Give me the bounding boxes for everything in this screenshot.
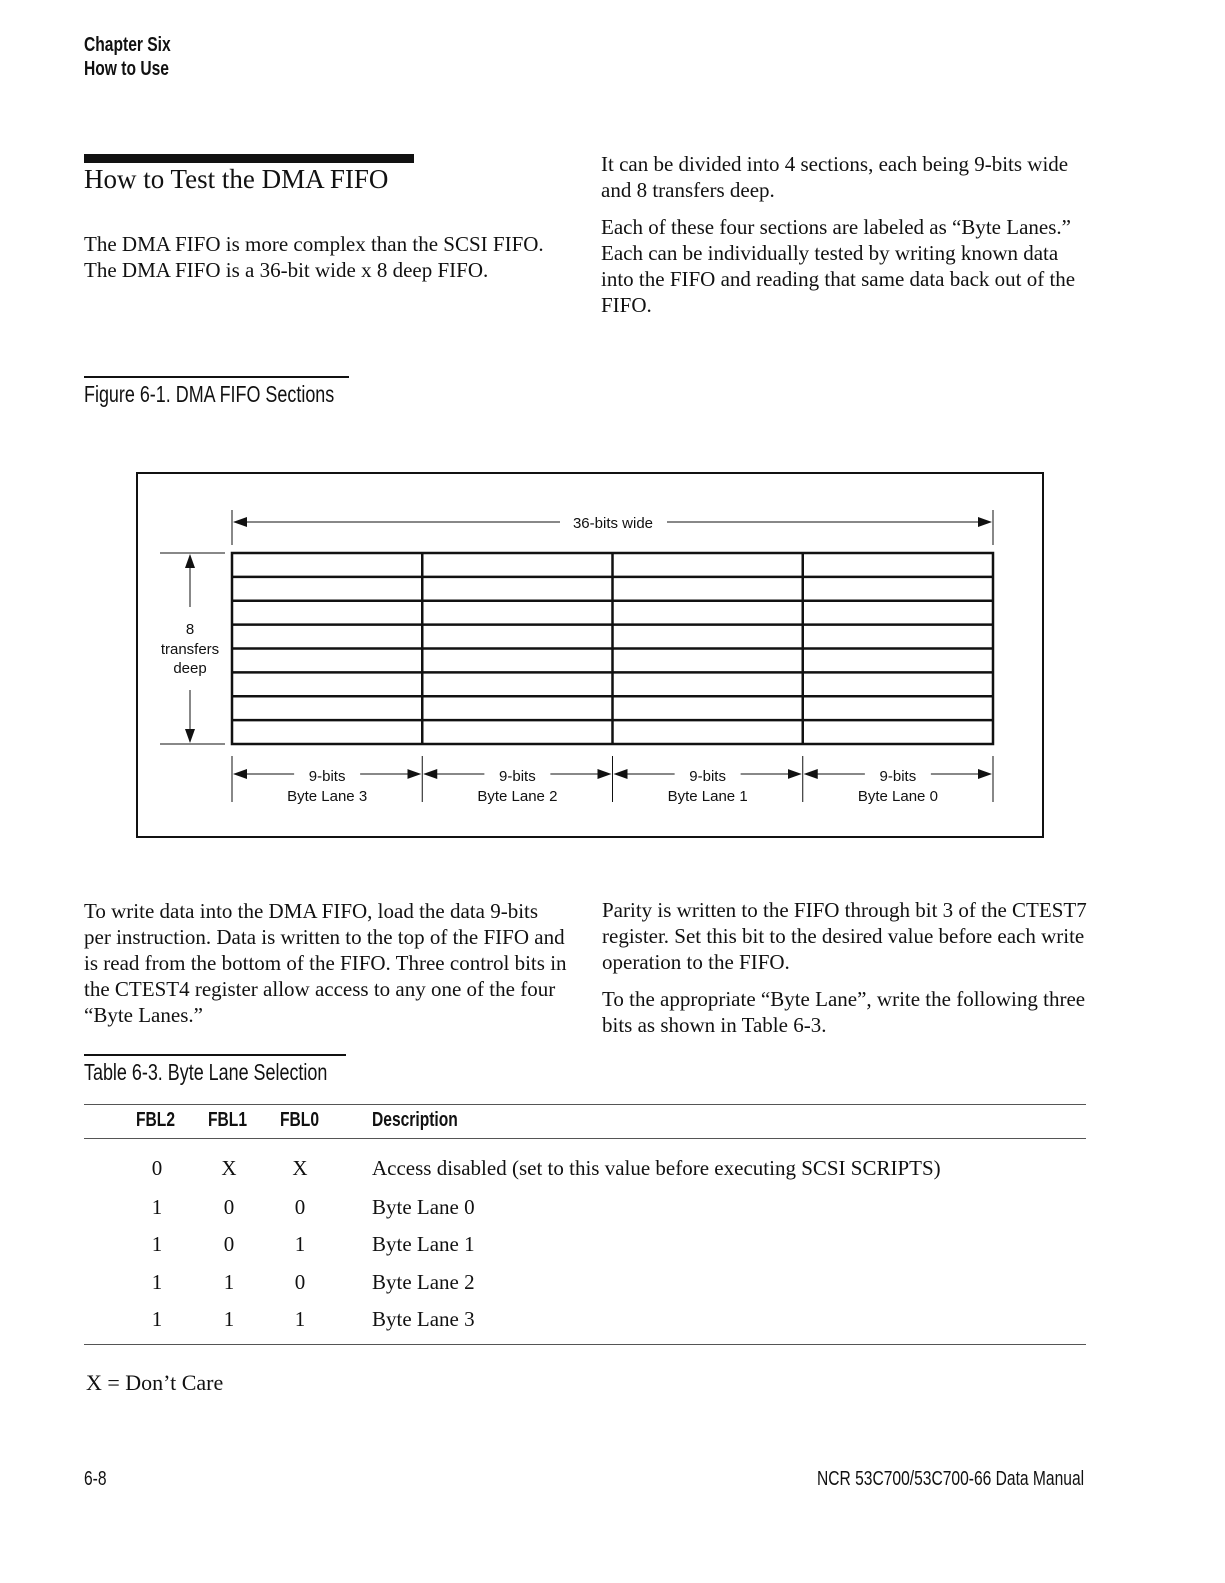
fbl1-cell: 1 <box>223 1270 235 1294</box>
lane-name-label: Byte Lane 2 <box>477 788 558 805</box>
body-right-text <box>602 897 1087 1049</box>
section-label: How to Use <box>84 58 169 80</box>
table-caption-rule <box>84 1054 346 1056</box>
paragraph: The DMA FIFO is more complex than the SCSI FIFO. The DMA FIFO is a 36-bit wide x 8 deep FIFO. <box>84 232 544 282</box>
paragraph: Each of these four sections are labeled as “Byte Lanes.” Each can be individually tested by writing known data into the FIFO and reading that same data back out of the FIFO. <box>601 215 1076 317</box>
lane-name-label: Byte Lane 0 <box>857 788 938 805</box>
paragraph: Parity is written to the FIFO through bit 3 of the CTEST7 register. Set this bit to the desired value before each write operation to the FIFO. <box>602 898 1087 974</box>
lane-name-label: Byte Lane 3 <box>287 788 368 805</box>
lane-bits-label: 9-bits <box>689 768 726 785</box>
description-cell: Access disabled (set to this value before executing SCSI SCRIPTS) <box>372 1156 941 1180</box>
lane-name-label: Byte Lane 1 <box>667 788 748 805</box>
fbl0-cell: 0 <box>294 1195 306 1219</box>
fbl2-cell: 0 <box>151 1156 163 1180</box>
lane-bits-label: 9-bits <box>308 768 346 785</box>
description-cell: Byte Lane 0 <box>372 1195 475 1219</box>
fbl0-cell: 1 <box>294 1307 306 1331</box>
table-header-rule <box>84 1138 1086 1139</box>
fbl2-cell: 1 <box>151 1307 163 1331</box>
fbl2-cell: 1 <box>151 1270 163 1294</box>
fifo-grid <box>232 553 993 744</box>
description-cell: Byte Lane 2 <box>372 1270 475 1294</box>
fbl1-cell: 0 <box>223 1195 235 1219</box>
depth-label-1: 8 <box>185 621 195 638</box>
table-bottom-rule <box>84 1344 1086 1345</box>
chapter-label: Chapter Six <box>84 34 171 56</box>
fbl2-cell: 1 <box>151 1232 163 1256</box>
figure-caption: Figure 6-1. DMA FIFO Sections <box>84 381 335 407</box>
lane-labels <box>232 756 993 805</box>
fbl0-cell: 1 <box>294 1232 306 1256</box>
lane-bits-label: 9-bits <box>879 768 917 785</box>
paragraph: To the appropriate “Byte Lane”, write the following three bits as shown in Table 6-3. <box>602 987 1086 1037</box>
fbl0-cell: X <box>292 1156 308 1180</box>
fbl1-cell: X <box>221 1156 237 1180</box>
width-label: 36-bits wide <box>572 515 654 532</box>
fbl2-cell: 1 <box>151 1195 163 1219</box>
description-cell: Byte Lane 3 <box>372 1307 475 1331</box>
fbl1-cell: 1 <box>223 1307 235 1331</box>
header-fbl2: FBL2 <box>136 1109 175 1131</box>
fbl1-cell: 0 <box>223 1232 235 1256</box>
lane-bits-label: 9-bits <box>499 768 536 785</box>
depth-label-3: deep <box>173 660 207 677</box>
description-cell: Byte Lane 1 <box>372 1232 475 1256</box>
fbl0-cell: 0 <box>294 1270 306 1294</box>
paragraph: To write data into the DMA FIFO, load the data 9-bits per instruction. Data is written to the top of the FIFO and is read from the bottom of the FIFO. Three control bits in the CTEST4 register allow access to any one of the four “Byte Lanes.” <box>84 899 567 1027</box>
body-left-text <box>84 898 569 1039</box>
table-note: X = Don’t Care <box>86 1370 224 1395</box>
depth-label-2: transfers <box>160 641 220 658</box>
section-title: How to Test the DMA FIFO <box>84 164 389 194</box>
table-caption: Table 6-3. Byte Lane Selection <box>84 1059 328 1085</box>
table-top-rule <box>84 1104 1086 1105</box>
manual-title: NCR 53C700/53C700-66 Data Manual <box>817 1468 1085 1490</box>
page-number: 6-8 <box>84 1468 107 1490</box>
paragraph: It can be divided into 4 sections, each being 9-bits wide and 8 transfers deep. <box>601 152 1069 202</box>
header-fbl0: FBL0 <box>280 1109 319 1131</box>
header-fbl1: FBL1 <box>208 1109 247 1131</box>
header-description: Description <box>372 1109 458 1131</box>
